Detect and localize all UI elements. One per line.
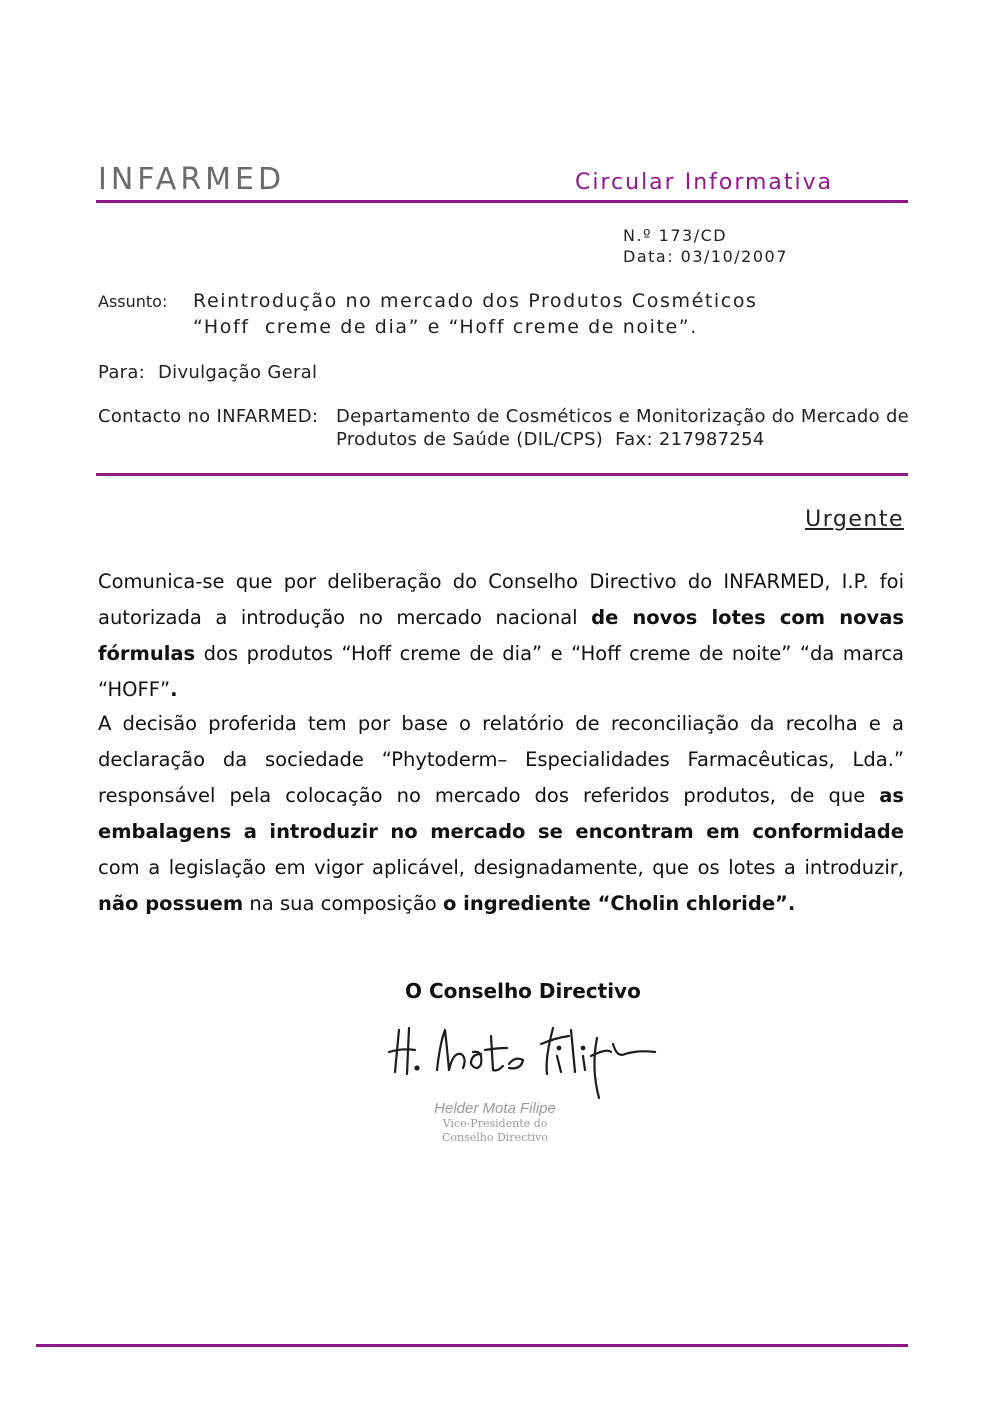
header-divider: [96, 200, 908, 203]
signatory-stamp: [415, 1100, 575, 1145]
signatory-title: O Conselho Directivo: [405, 979, 641, 1003]
p2-run-0: A decisão proferida tem por base o relatório de reconciliação da recolha e a declaração da sociedade “Phytoderm– Especialidades Farmacêuticas, Lda.” responsável pela colocação no mercado dos referidos produtos, de que: [98, 712, 904, 807]
p2-run-4: na sua composição: [243, 892, 443, 915]
infarmed-logo: INFARMED: [98, 162, 286, 197]
subject-line-1: Reintrodução no mercado dos Produtos Cosméticos: [193, 290, 758, 312]
p1-run-2: dos produtos “Hoff creme de dia” e “Hoff creme de noite” “da marca “HOFF”: [98, 642, 904, 701]
subject-line-2: “Hoff creme de dia” e “Hoff creme de noite”.: [193, 316, 698, 338]
contact-line-2: Produtos de Saúde (DIL/CPS) Fax: 217987254: [336, 429, 765, 450]
document-type: Circular Informativa: [575, 170, 834, 195]
contact-line-1: Departamento de Cosméticos e Monitorização do Mercado de: [336, 406, 910, 427]
p1-run-0: Comunica-se que por deliberação do Conselho Directivo do INFARMED, I.P. foi autorizada a introdução no mercado nacional: [98, 570, 904, 629]
circular-number: N.º 173/CD: [623, 226, 728, 245]
circular-date: Data: 03/10/2007: [623, 247, 788, 266]
body-paragraph-1: [98, 564, 904, 708]
body-paragraph-2: [98, 706, 904, 922]
contact-label: Contacto no INFARMED:: [98, 406, 319, 427]
section-divider: [96, 473, 908, 476]
recipient-value: Divulgação Geral: [158, 362, 318, 383]
signatory-role-1: Vice-Presidente do: [442, 1117, 548, 1130]
p1-run-3: .: [170, 678, 178, 701]
p2-run-5: o ingrediente “Cholin chloride”.: [442, 892, 796, 915]
p2-run-2: com a legislação em vigor aplicável, designadamente, que os lotes a introduzir,: [98, 856, 904, 879]
signatory-role-2: Conselho Directivo: [441, 1131, 549, 1144]
subject-label: Assunto:: [98, 292, 168, 311]
footer-divider: [36, 1344, 908, 1347]
urgency-label: Urgente: [805, 507, 904, 532]
signatory-name: Helder Mota Filipe: [434, 1100, 556, 1117]
recipient-label: Para:: [98, 362, 146, 383]
p2-run-3: não possuem: [98, 892, 244, 915]
p1-run-1: de novos lotes com novas fórmulas: [98, 606, 904, 665]
p2-run-1: as embalagens a introduzir no mercado se encontram em conformidade: [98, 784, 904, 843]
